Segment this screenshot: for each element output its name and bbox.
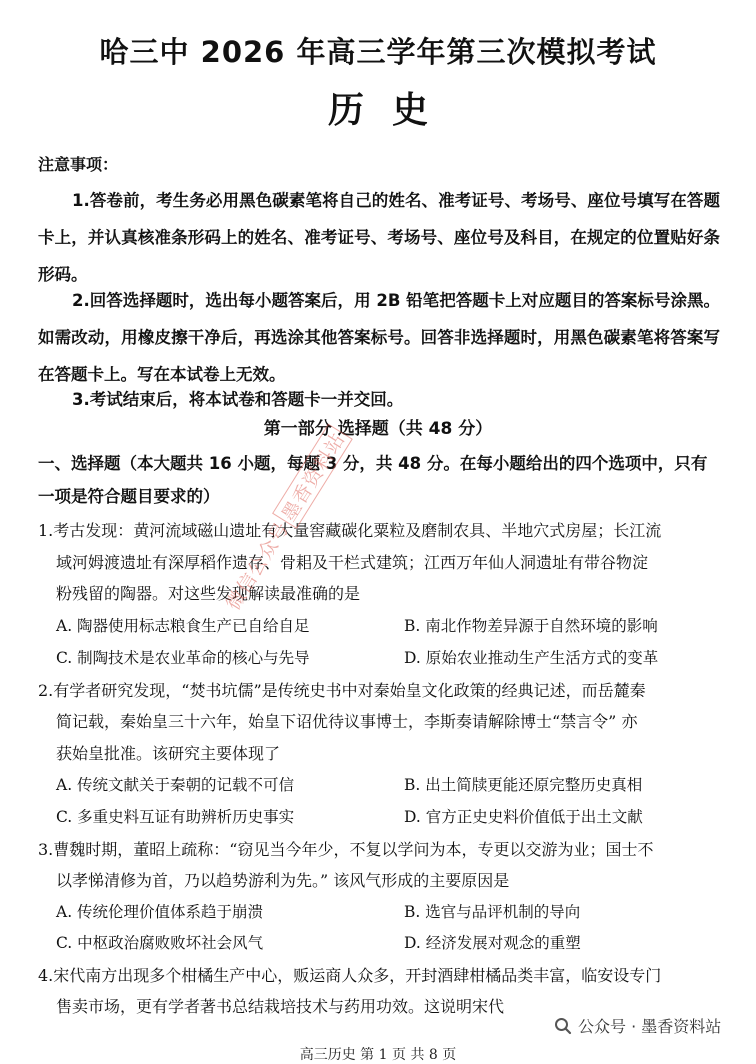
question-2-option-b: B. 出土简牍更能还原完整历史真相: [404, 776, 643, 794]
wechat-search-icon: [554, 1017, 572, 1035]
brand-mark: [554, 1014, 721, 1037]
question-1-option-d: D. 原始农业推动生产生活方式的变革: [404, 649, 659, 667]
question-1-line-1: 1.考古发现：黄河流域磁山遗址有大量窖藏碳化粟粒及磨制农具、半地穴式房屋；长江流: [38, 521, 662, 540]
question-2-option-a: A. 传统文献关于秦朝的记载不可信: [56, 776, 295, 794]
brand-text: 公众号 · 墨香资料站: [578, 1017, 722, 1036]
question-3-option-b: B. 选官与品评机制的导向: [404, 903, 581, 921]
question-3-line-2: 以孝悌清修为首，乃以趋势游利为先。” 该风气形成的主要原因是: [56, 871, 510, 890]
question-2-option-d: D. 官方正史史料价值低于出土文献: [404, 808, 643, 826]
part-title: 第一部分 选择题（共 48 分）: [263, 419, 493, 439]
notice-item-1: 1.答卷前，考生务必用黑色碳素笔将自己的姓名、准考证号、考场号、座位号填写在答题卡上，并认真核准条形码上的姓名、准考证号、考场号、座位号及科目，在规定的位置贴好条形码。: [38, 191, 720, 284]
notice-item-3: 3.考试结束后，将本试卷和答题卡一并交回。: [72, 390, 404, 409]
page-footer: 高三历史 第 1 页 共 8 页: [299, 1047, 457, 1063]
notice-heading: 注意事项：: [38, 155, 119, 174]
question-3-line-1: 3.曹魏时期，董昭上疏称：“窃见当今年少，不复以学问为本，专更以交游为业；国士不: [38, 840, 654, 859]
watermark-prefix: 微信公众号: [222, 517, 294, 615]
question-3-option-a: A. 传统伦理价值体系趋于崩溃: [56, 903, 264, 921]
question-1-option-c: C. 制陶技术是农业革命的核心与先导: [56, 649, 310, 667]
question-2-line-2: 简记载，秦始皇三十六年，始皇下诏优待议事博士，李斯奏请解除博士“禁言令” 亦: [56, 712, 638, 731]
watermark-boxed-text: 墨香资料站: [272, 424, 353, 529]
section-intro: 一、选择题（本大题共 16 小题，每题 3 分，共 48 分。在每小题给出的四个选项中，只有一项是符合题目要求的）: [38, 454, 708, 506]
question-3-option-c: C. 中枢政治腐败败坏社会风气: [56, 934, 264, 952]
question-1-option-b: B. 南北作物差异源于自然环境的影响: [404, 617, 658, 635]
question-2-line-1: 2.有学者研究发现，“焚书坑儒”是传统史书中对秦始皇文化政策的经典记述，而岳麓秦: [38, 681, 646, 700]
question-2-option-c: C. 多重史料互证有助辨析历史事实: [56, 808, 295, 826]
question-2-line-3: 获始皇批准。该研究主要体现了: [56, 744, 281, 763]
question-4-line-2: 售卖市场，更有学者著书总结栽培技术与药用功效。这说明宋代: [56, 997, 505, 1016]
question-3-option-d: D. 经济发展对观念的重塑: [404, 934, 581, 952]
question-1-line-2: 域河姆渡遗址有深厚稻作遗存、骨耜及干栏式建筑；江西万年仙人洞遗址有带谷物淀: [56, 553, 649, 572]
notice-item-2: 2.回答选择题时，选出每小题答案后，用 2B 铅笔把答题卡上对应题目的答案标号涂黑。如需改动，用橡皮擦干净后，再选涂其他答案标号。回答非选择题时，用黑色碳素笔将答案写在答题卡上。写在本试卷上无效。: [38, 291, 720, 384]
subject-title: 历史: [327, 90, 456, 131]
question-1-option-a: A. 陶器使用标志粮食生产已自给自足: [56, 617, 310, 635]
question-4-line-1: 4.宋代南方出现多个柑橘生产中心，贩运商人众多，开封酒肆柑橘品类丰富，临安设专门: [38, 966, 662, 985]
exam-title: 哈三中 2026 年高三学年第三次模拟考试: [99, 35, 657, 69]
question-1-line-3: 粉残留的陶器。对这些发现解读最准确的是: [56, 584, 361, 603]
